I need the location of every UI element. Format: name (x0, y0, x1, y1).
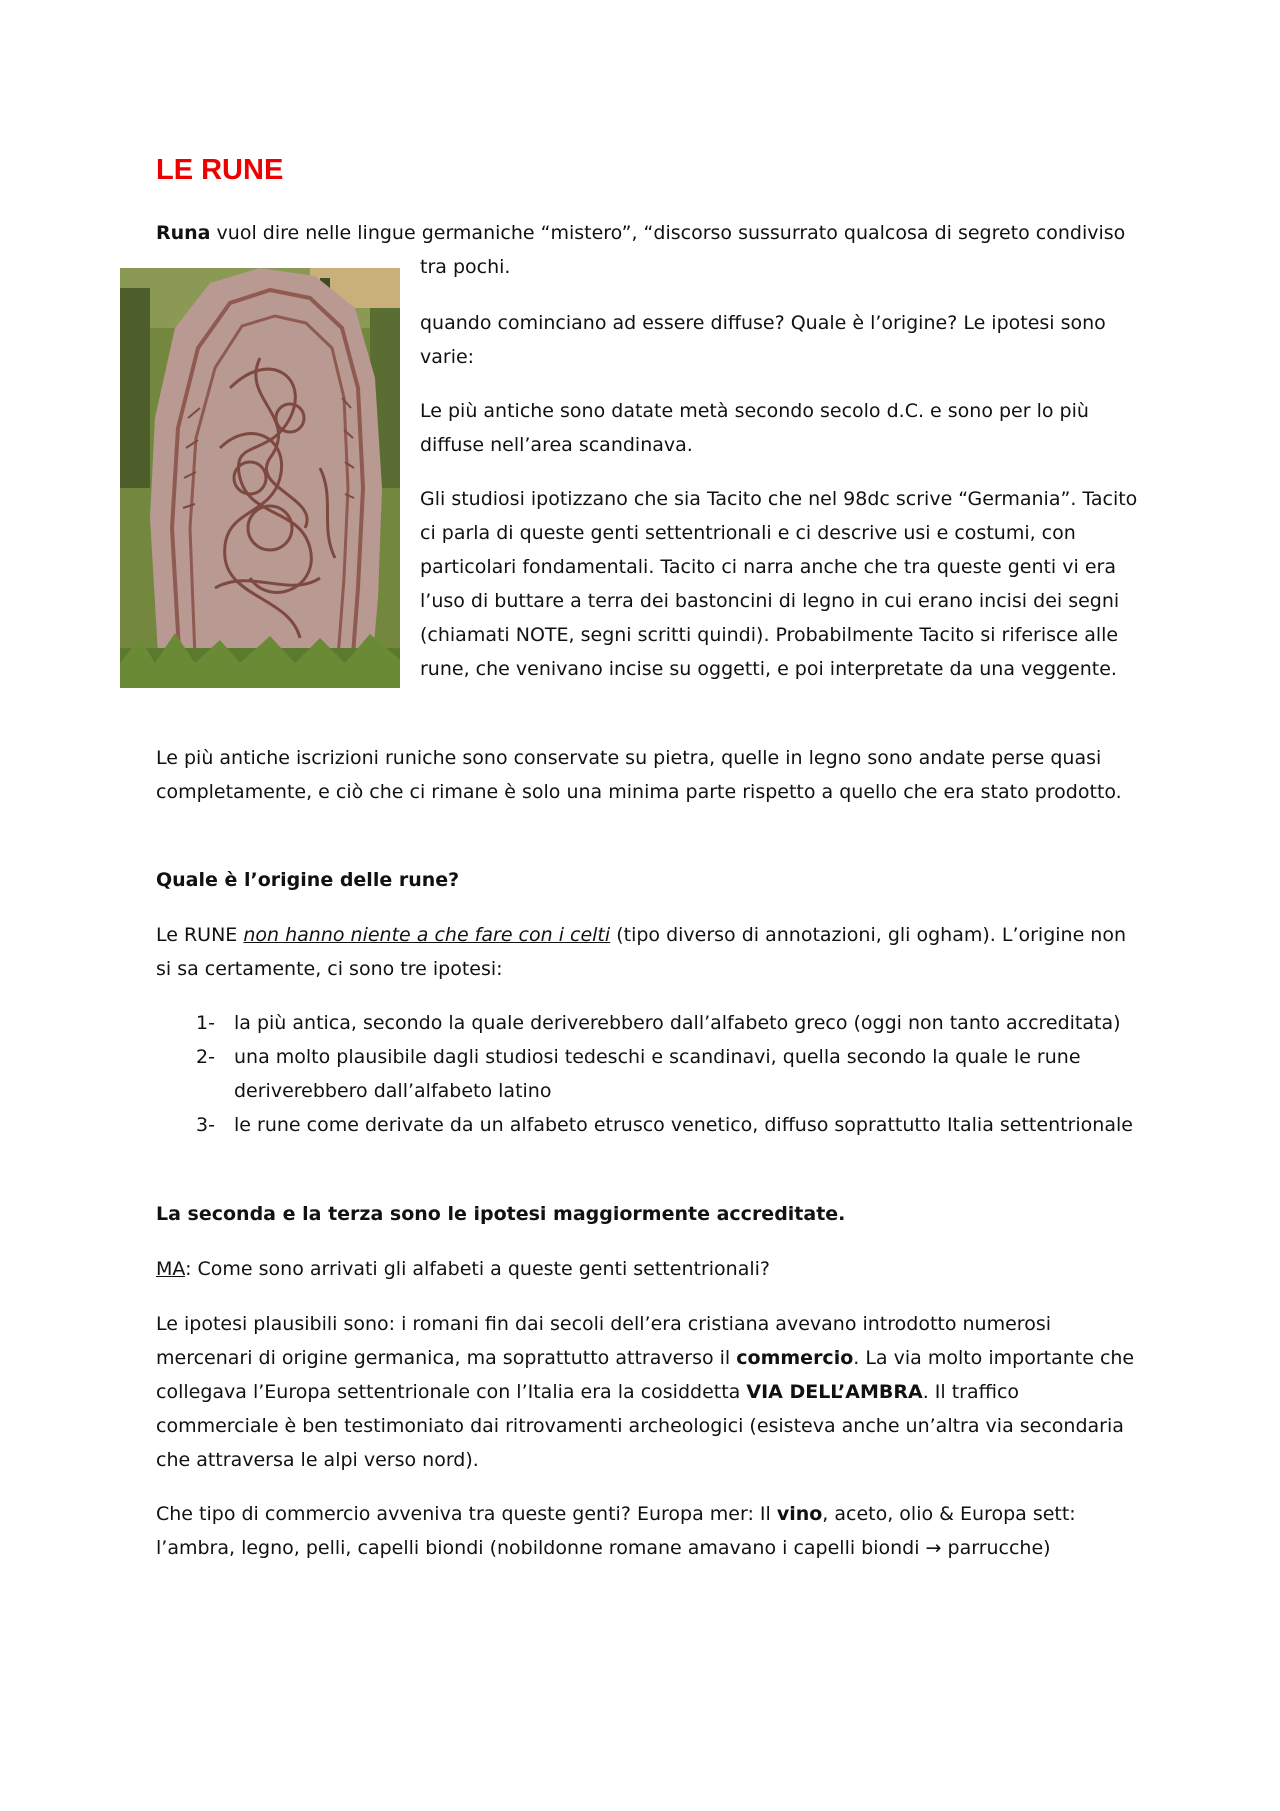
list-item-text: la più antica, secondo la quale deriverebbero dall’alfabeto greco (oggi non tanto accreditata) (234, 1012, 1121, 1034)
paragraph-goods (156, 1497, 1136, 1565)
paragraph-origin-question: quando cominciano ad essere diffuse? Quale è l’origine? Le ipotesi sono varie: (420, 312, 1106, 368)
arrow-right-icon: → (925, 1537, 942, 1559)
intro-text: vuol dire nelle lingue germaniche “mistero”, “discorso sussurrato qualcosa di segreto condiviso (210, 222, 1126, 244)
goods-text-3: parrucche) (941, 1537, 1051, 1559)
heading-origin-text: Quale è l’origine delle rune? (156, 869, 460, 891)
list-item-text: una molto plausibile dagli studiosi tedeschi e scandinavi, quella secondo la quale le rune deriverebbero dall’alfabeto latino (234, 1046, 1081, 1102)
goods-text-1: Che tipo di commercio avveniva tra queste genti? Europa mer: Il (156, 1503, 777, 1525)
list-item (156, 1108, 1136, 1142)
paragraph-oldest: Le più antiche sono datate metà secondo secolo d.C. e sono per lo più diffuse nell’area scandinava. (420, 400, 1089, 456)
celti-pre: Le RUNE (156, 924, 244, 946)
trade-text-1: Le ipotesi plausibili sono: i romani fin dai secoli dell’era cristiana avevano introdotto numerosi mercenari di origine germanica, ma soprattutto attraverso il (156, 1313, 1051, 1369)
page-title: LE RUNE (156, 154, 284, 186)
celti-emphasis: non hanno niente a che fare con i celti (243, 924, 611, 946)
list-item-number: 1- (196, 1012, 215, 1034)
heading-origin (156, 863, 1134, 897)
celti-post: (tipo diverso di annotazioni, gli ogham). L’origine non si sa certamente, ci sono tre ipotesi: (156, 924, 1127, 980)
paragraph-tacito: Gli studiosi ipotizzano che sia Tacito che nel 98dc scrive “Germania”. Tacito ci parla di queste genti settentrionali e ci descrive usi e costumi, con particolari fondamentali. Tacito ci narra anche che tra queste genti vi era l’uso di buttare a terra dei bastoncini di legno in cui erano incisi dei segni (chiamati NOTE, segni scritti quindi). Probabilmente Tacito si riferisce alle rune, che venivano incise su oggetti, e poi interpretate da una veggente. (420, 488, 1138, 680)
list-item (156, 1040, 1136, 1108)
paragraph-ma (156, 1252, 1136, 1286)
list-item (156, 1006, 1136, 1040)
trade-bold-via-ambra: VIA DELL’AMBRA (746, 1381, 923, 1403)
goods-bold-vino: vino (776, 1503, 823, 1525)
trade-text-2: . La via molto importante che collegava l’Europa settentrionale con l’Italia era la cosiddetta (156, 1347, 1135, 1403)
list-item-text: le rune come derivate da un alfabeto etrusco venetico, diffuso soprattutto Italia settentrionale (234, 1114, 1133, 1136)
rune-stone-image (120, 268, 400, 688)
ma-text: : Come sono arrivati gli alfabeti a queste genti settentrionali? (185, 1258, 770, 1280)
hypotheses-list (156, 1006, 1136, 1142)
intro-term: Runa (156, 222, 211, 244)
trade-bold-commercio: commercio (736, 1347, 854, 1369)
conclusion (156, 1197, 1136, 1231)
paragraph-stone: Le più antiche iscrizioni runiche sono conservate su pietra, quelle in legno sono andate perse quasi completamente, e ciò che ci rimane è solo una minima parte rispetto a quello che era stato prodotto. (156, 747, 1122, 803)
paragraph-trade (156, 1307, 1136, 1477)
paragraph-celti (156, 918, 1136, 986)
list-item-number: 3- (196, 1114, 215, 1136)
goods-text-2: , aceto, olio & Europa sett: l’ambra, legno, pelli, capelli biondi (nobildonne romane amavano i capelli biondi (156, 1503, 1076, 1559)
intro-line (156, 216, 1136, 250)
intro-line-2: tra pochi. (420, 256, 511, 278)
trade-text-3: . Il traffico commerciale è ben testimoniato dai ritrovamenti archeologici (esisteva anche un’altra via secondaria che attraversa le alpi verso nord). (156, 1381, 1124, 1471)
list-item-number: 2- (196, 1046, 215, 1068)
conclusion-text: La seconda e la terza sono le ipotesi maggiormente accreditate. (156, 1203, 846, 1225)
ma-label: MA (156, 1258, 186, 1280)
